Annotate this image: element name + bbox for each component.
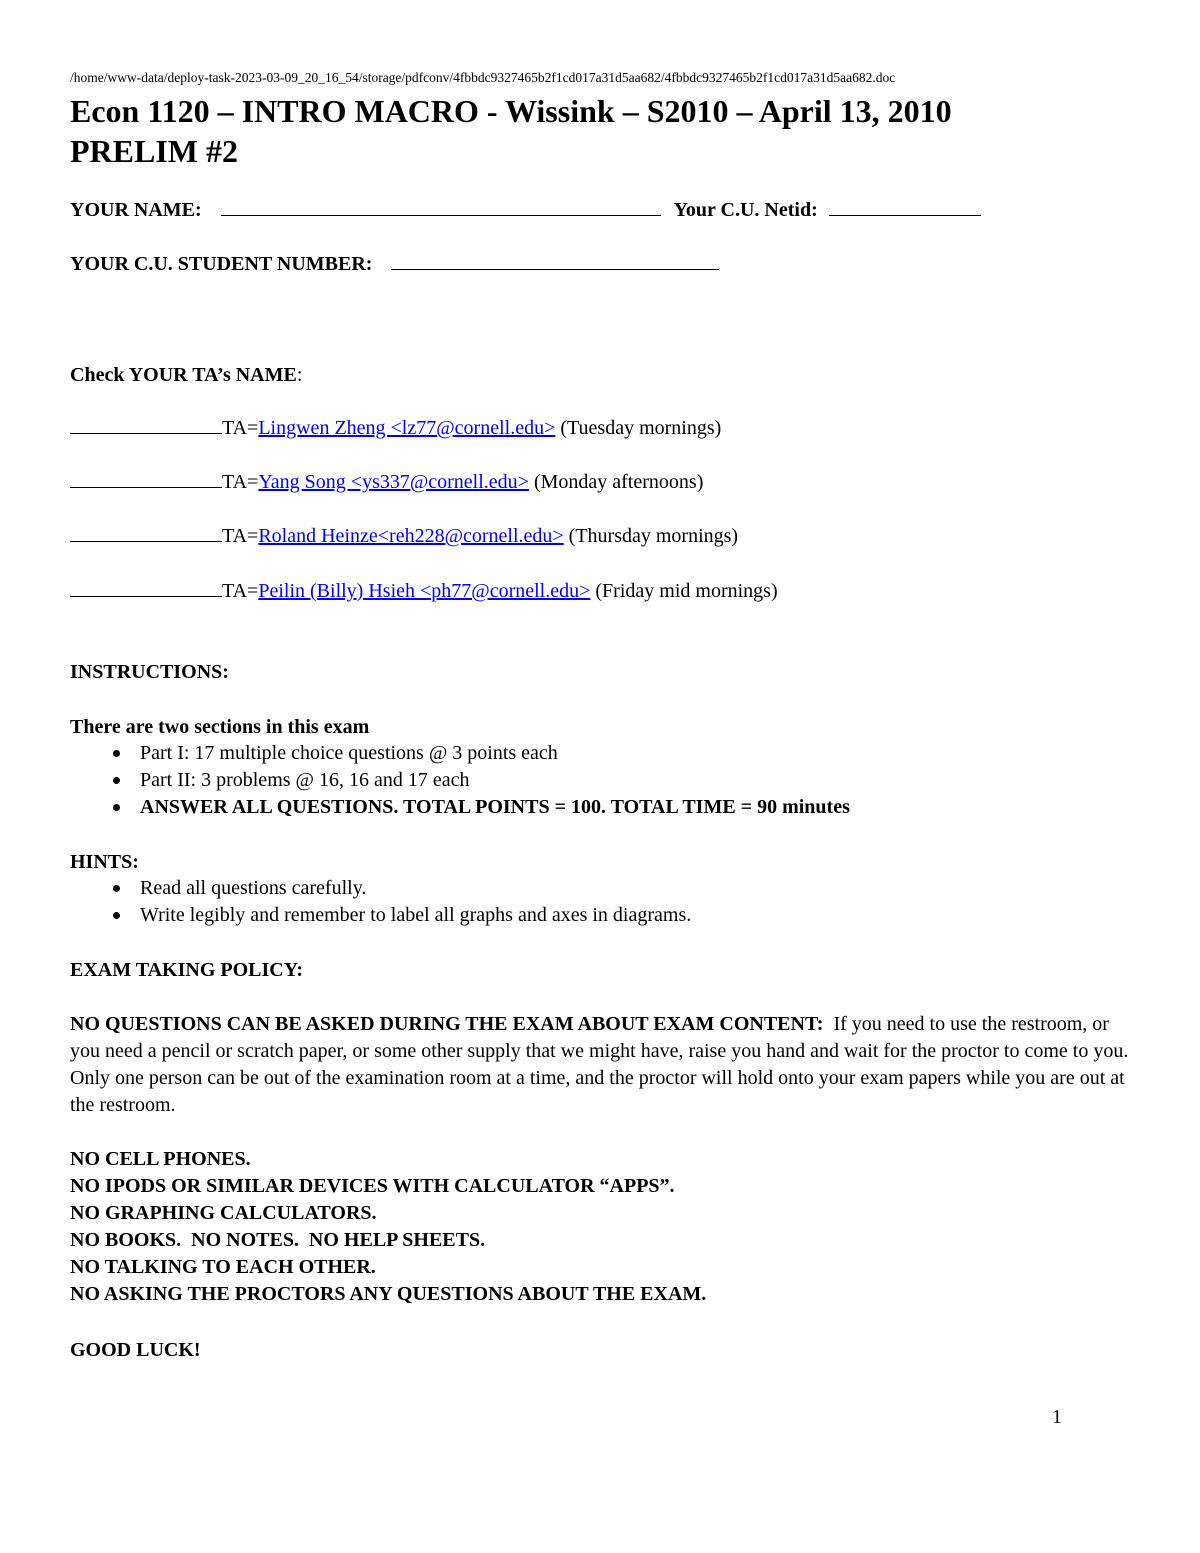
- page-number: 1: [1052, 1406, 1062, 1428]
- ta-check-blank[interactable]: [70, 486, 222, 488]
- policy-paragraph: [70, 1011, 1139, 1119]
- ta-heading-label: Check YOUR TA’s NAME: [70, 364, 297, 386]
- list-item-text: Part II: 3 problems @ 16, 16 and 17 each: [140, 769, 470, 791]
- ta-check-blank[interactable]: [70, 540, 222, 542]
- ta-schedule: (Monday afternoons): [528, 471, 704, 493]
- list-item-text: ANSWER ALL QUESTIONS. TOTAL POINTS = 100. TOTAL TIME = 90 minutes: [140, 796, 850, 818]
- list-item: [70, 902, 691, 929]
- ta-schedule: (Friday mid mornings): [590, 580, 778, 602]
- list-item-text: Part I: 17 multiple choice questions @ 3 points each: [140, 742, 558, 764]
- student-number-blank[interactable]: [391, 268, 719, 270]
- hints-list: [70, 875, 691, 929]
- ta-heading-colon: :: [296, 364, 303, 386]
- list-item: [70, 794, 850, 821]
- hints-heading: HINTS:: [70, 851, 139, 873]
- policy-rules: [70, 1146, 1135, 1308]
- student-number-label: YOUR C.U. STUDENT NUMBER:: [70, 253, 373, 275]
- ta-option-1[interactable]: [70, 417, 721, 440]
- ta-email-link[interactable]: Lingwen Zheng <lz77@cornell.edu>: [258, 417, 556, 439]
- ta-option-3[interactable]: [70, 525, 738, 548]
- bullet-icon: [113, 750, 120, 757]
- ta-option-2[interactable]: [70, 471, 703, 494]
- list-item: [70, 767, 850, 794]
- ta-check-blank[interactable]: [70, 432, 222, 434]
- ta-prefix: TA=: [222, 471, 259, 493]
- netid-blank[interactable]: [829, 214, 981, 216]
- ta-email-link[interactable]: Roland Heinze<reh228@cornell.edu>: [258, 525, 564, 547]
- ta-email-link[interactable]: Peilin (Billy) Hsieh <ph77@cornell.edu>: [258, 580, 591, 602]
- ta-heading: [70, 362, 302, 388]
- name-blank[interactable]: [221, 214, 661, 216]
- name-label: YOUR NAME:: [70, 199, 202, 221]
- bullet-icon: [113, 804, 120, 811]
- list-item-text: Write legibly and remember to label all graphs and axes in diagrams.: [140, 904, 692, 926]
- ta-email-link[interactable]: Yang Song <ys337@cornell.edu>: [258, 471, 529, 493]
- bullet-icon: [113, 885, 120, 892]
- instructions-heading: INSTRUCTIONS:: [70, 661, 229, 683]
- policy-heading: EXAM TAKING POLICY:: [70, 959, 303, 981]
- ta-prefix: TA=: [222, 580, 259, 602]
- policy-rule: NO IPODS OR SIMILAR DEVICES WITH CALCULATOR “APPS”.: [70, 1175, 675, 1197]
- ta-option-4[interactable]: [70, 580, 778, 603]
- bullet-icon: [113, 912, 120, 919]
- student-number-row: [70, 253, 719, 276]
- ta-prefix: TA=: [222, 417, 259, 439]
- policy-body: If you need to use the restroom, or you need a pencil or scratch paper, or some other supply that we might have, raise you hand and wait for the proctor to come to you. Only one person can be out of the examination room at a time, and the proctor will hold onto your exam papers while you are out at the restroom.: [70, 1013, 1139, 1116]
- policy-rule: NO CELL PHONES.: [70, 1148, 251, 1170]
- netid-label: Your C.U. Netid:: [673, 199, 818, 221]
- ta-prefix: TA=: [222, 525, 259, 547]
- instructions-subheading: There are two sections in this exam: [70, 716, 370, 738]
- ta-check-blank[interactable]: [70, 595, 222, 597]
- ta-schedule: (Thursday mornings): [563, 525, 739, 547]
- list-item: [70, 875, 691, 902]
- closing-text: GOOD LUCK!: [70, 1339, 201, 1361]
- bullet-icon: [113, 777, 120, 784]
- page-title: [70, 91, 952, 171]
- instructions-list: [70, 740, 850, 821]
- title-line-1: Econ 1120 – INTRO MACRO - Wissink – S2010 – April 13, 2010: [70, 93, 952, 129]
- list-item-text: Read all questions carefully.: [140, 877, 367, 899]
- policy-rule: NO ASKING THE PROCTORS ANY QUESTIONS ABOUT THE EXAM.: [70, 1283, 707, 1305]
- file-path: /home/www-data/deploy-task-2023-03-09_20_16_54/storage/pdfconv/4fbbdc9327465b2f1cd017a31d5aa682/4fbbdc9327465b2f1cd017a31d5aa682.doc: [70, 70, 896, 85]
- policy-rule: NO GRAPHING CALCULATORS.: [70, 1202, 377, 1224]
- title-line-2: PRELIM #2: [70, 133, 238, 169]
- policy-rule: NO BOOKS. NO NOTES. NO HELP SHEETS.: [70, 1229, 486, 1251]
- policy-lead: NO QUESTIONS CAN BE ASKED DURING THE EXAM ABOUT EXAM CONTENT:: [70, 1013, 824, 1035]
- policy-rule: NO TALKING TO EACH OTHER.: [70, 1256, 376, 1278]
- list-item: [70, 740, 850, 767]
- name-netid-row: [70, 199, 981, 222]
- ta-schedule: (Tuesday mornings): [555, 417, 722, 439]
